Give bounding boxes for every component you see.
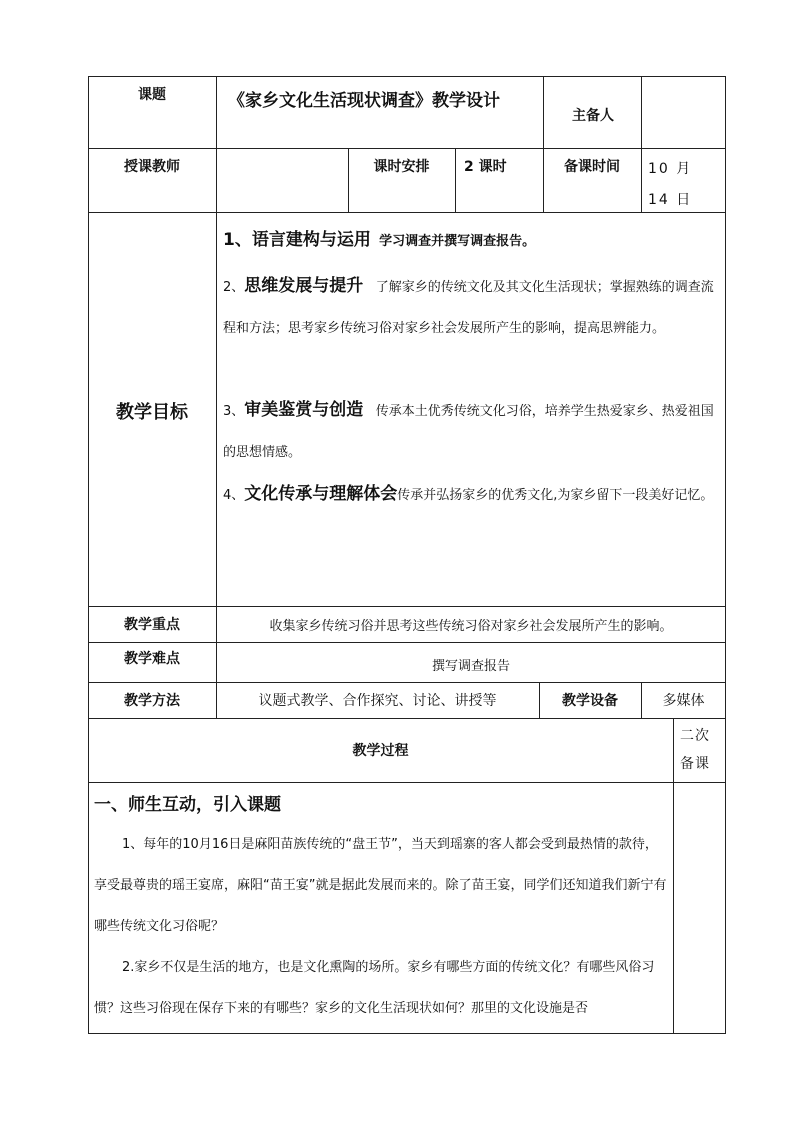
difficulty-label: 教学难点 — [124, 651, 180, 667]
goal-num: 1、 — [223, 230, 252, 250]
goal-text: 传承并弘扬家乡的优秀文化,为家乡留下一段美好记忆。 — [397, 488, 714, 503]
hours-label: 课时安排 — [373, 159, 430, 175]
lead-label: 主备人 — [572, 108, 614, 124]
process-label: 教学过程 — [352, 743, 409, 759]
goal-text: 学习调查并撰写调查报告。 — [379, 234, 536, 249]
goal-num: 3、 — [223, 404, 245, 419]
key-point-label: 教学重点 — [124, 617, 180, 633]
goal-text: 传承本土优秀传统文化习俗，培养学生热爱家乡、热爱祖国的思想情感。 — [223, 404, 714, 460]
key-point-value: 收集家乡传统习俗并思考这些传统习俗对家乡社会发展所产生的影响。 — [269, 618, 673, 634]
prep-time-label: 备课时间 — [564, 159, 620, 175]
method-label: 教学方法 — [124, 693, 180, 709]
goal-text: 了解家乡的传统文化及其文化生活现状；掌握熟练的调查流程和方法；思考家乡传统习俗对家乡社会发展所产生的影响，提高思辨能力。 — [223, 280, 714, 336]
topic-title: 《家乡文化生活现状调查》教学设计 — [228, 91, 500, 111]
goals-label: 教学目标 — [116, 402, 188, 423]
goal-title: 思维发展与提升 — [244, 276, 364, 296]
hours-value: 2 课时 — [464, 159, 507, 175]
goal-item-1 — [223, 220, 719, 262]
second-prep-label: 二次备课 — [680, 728, 710, 772]
goal-num: 2、 — [223, 280, 245, 295]
lesson-plan-table — [88, 76, 726, 1034]
goal-item-2 — [223, 266, 719, 349]
device-value: 多媒体 — [662, 693, 705, 709]
teacher-label: 授课教师 — [124, 159, 180, 175]
prep-time-value: 10 月 14 日 — [648, 161, 693, 208]
section-heading: 一、师生互动，引入课题 — [94, 795, 281, 815]
goal-item-4 — [223, 474, 719, 516]
goal-title: 文化传承与理解体会 — [244, 484, 398, 504]
method-value: 议题式教学、合作探究、讨论、讲授等 — [258, 693, 497, 709]
goal-item-3 — [223, 390, 719, 473]
topic-label: 课题 — [138, 87, 166, 103]
goal-title: 语言建构与运用 — [251, 230, 371, 250]
goal-title: 审美鉴赏与创造 — [244, 400, 364, 420]
goal-num: 4、 — [223, 488, 245, 503]
paragraph-1: 1、每年的10月16日是麻阳苗族传统的“盘王节”，当天到瑶寨的客人都会受到最热情的款待，享受最尊贵的瑶王宴席，麻阳“苗王宴”就是据此发展而来的。除了苗王宴，同学们还知道我们新宁有哪些传统文化习俗呢？ — [94, 837, 667, 934]
paragraph-2: 2.家乡不仅是生活的地方，也是文化熏陶的场所。家乡有哪些方面的传统文化？有哪些风俗习惯？这些习俗现在保存下来的有哪些？家乡的文化生活现状如何？那里的文化设施是否 — [94, 960, 655, 1016]
device-label: 教学设备 — [562, 693, 618, 709]
difficulty-value: 撰写调查报告 — [431, 658, 510, 674]
